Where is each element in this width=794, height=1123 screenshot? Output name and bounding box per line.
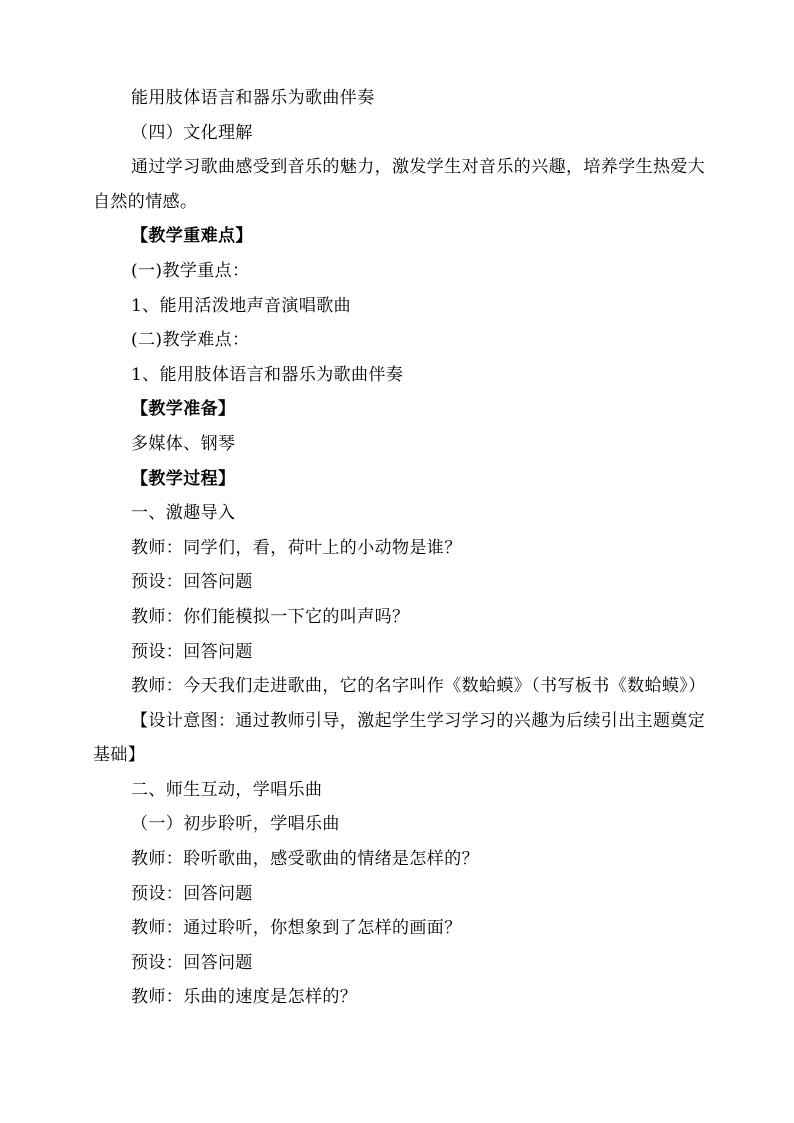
dialogue-preset-4: 预设：回答问题: [131, 952, 253, 973]
dialogue-teacher-2: 教师：你们能模拟一下它的叫声吗？: [131, 606, 410, 627]
dialogue-teacher-6: 教师：乐曲的速度是怎样的？: [131, 987, 358, 1008]
dialogue-teacher-1: 教师：同学们，看，荷叶上的小动物是谁？: [131, 537, 462, 558]
subheading-teaching-difficulty: (二)教学难点：: [131, 330, 250, 351]
dialogue-preset-2: 预设：回答问题: [131, 641, 253, 662]
dialogue-preset-1: 预设：回答问题: [131, 572, 253, 593]
list-item-focus-1: 1、能用活泼地声音演唱歌曲: [131, 295, 352, 316]
section-heading-preparation: 【教学准备】: [131, 399, 236, 420]
dialogue-preset-3: 预设：回答问题: [131, 883, 253, 904]
subheading-introduction: 一、激趣导入: [131, 503, 236, 524]
paragraph-design-intent: 【设计意图：通过教师引导，激起学生学习学习的兴趣为后续引出主题奠定基础】: [93, 710, 706, 766]
paragraph-cultural-goal: 通过学习歌曲感受到音乐的魅力，激发学生对音乐的兴趣，培养学生热爱大自然的情感。: [93, 157, 706, 212]
subheading-interaction: 二、师生互动，学唱乐曲: [131, 779, 323, 800]
list-item-difficulty-1: 1、能用肢体语言和器乐为歌曲伴奏: [131, 364, 404, 385]
document-body: [93, 81, 709, 1015]
paragraph-preparation: 多媒体、钢琴: [131, 433, 236, 454]
section-heading-key-points: 【教学重难点】: [131, 226, 253, 247]
paragraph-accompaniment-goal: 能用肢体语言和器乐为歌曲伴奏: [131, 88, 375, 108]
dialogue-teacher-4: 教师：聆听歌曲，感受歌曲的情绪是怎样的？: [131, 849, 479, 870]
section-heading-process: 【教学过程】: [131, 468, 236, 489]
dialogue-teacher-3: 教师：今天我们走进歌曲，它的名字叫作《数蛤蟆》（书写板书《数蛤蟆》）: [131, 676, 706, 697]
subheading-teaching-focus: (一)教学重点：: [131, 260, 250, 281]
heading-cultural-understanding: （四）文化理解: [131, 122, 253, 143]
subheading-first-listening: （一）初步聆听，学唱乐曲: [131, 814, 340, 835]
dialogue-teacher-5: 教师：通过聆听，你想象到了怎样的画面？: [131, 918, 462, 939]
